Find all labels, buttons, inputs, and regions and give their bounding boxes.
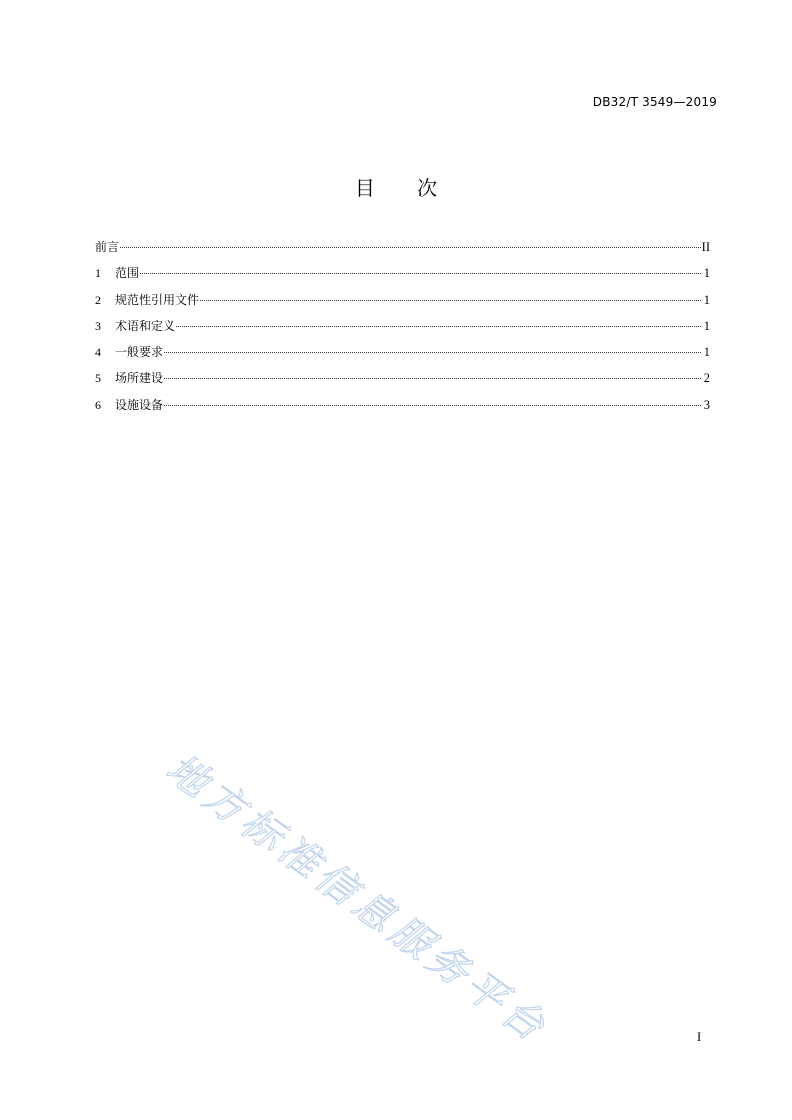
toc-entry-label: 一般要求 (115, 345, 164, 360)
toc-entry-page: 1 (703, 345, 710, 360)
toc-entry-foreword[interactable] (95, 238, 710, 264)
toc-entry-scope[interactable] (95, 264, 710, 290)
page-title: 目 次 (354, 176, 438, 200)
toc-entry-page: 3 (703, 397, 710, 412)
toc-entry-page: 1 (703, 292, 710, 307)
toc-leader-dots (120, 247, 701, 248)
toc-leader-dots (176, 326, 701, 327)
toc-entry-label: 术语和定义 (115, 318, 176, 333)
table-of-contents (95, 238, 710, 422)
toc-entry-label: 设施设备 (115, 397, 164, 412)
toc-entry-number: 3 (95, 318, 101, 333)
toc-entry-page: 1 (703, 266, 710, 281)
toc-entry-page: II (701, 240, 710, 254)
toc-entry-normative-references[interactable] (95, 291, 710, 317)
toc-entry-number: 5 (95, 371, 101, 386)
toc-leader-dots (164, 378, 701, 379)
toc-entry-label: 前言 (95, 240, 120, 254)
toc-entry-general-requirements[interactable] (95, 343, 710, 369)
toc-leader-dots (164, 405, 701, 406)
toc-entry-number: 2 (95, 292, 101, 307)
toc-leader-dots (200, 300, 701, 301)
toc-entry-label: 场所建设 (115, 371, 164, 386)
watermark: 地方标准信息服务平台 (157, 745, 557, 1053)
toc-entry-terms-definitions[interactable] (95, 317, 710, 343)
toc-entry-number: 6 (95, 397, 101, 412)
document-code: DB32/T 3549—2019 (592, 95, 717, 109)
page-number: I (697, 1030, 702, 1044)
toc-entry-facilities-equipment[interactable] (95, 396, 710, 422)
toc-entry-page: 2 (703, 371, 710, 386)
toc-leader-dots (164, 352, 701, 353)
toc-entry-number: 1 (95, 266, 101, 281)
toc-entry-number: 4 (95, 345, 101, 360)
toc-entry-page: 1 (703, 318, 710, 333)
toc-leader-dots (140, 273, 701, 274)
toc-entry-site-construction[interactable] (95, 369, 710, 395)
toc-entry-label: 范围 (115, 266, 140, 281)
toc-entry-label: 规范性引用文件 (115, 292, 200, 307)
